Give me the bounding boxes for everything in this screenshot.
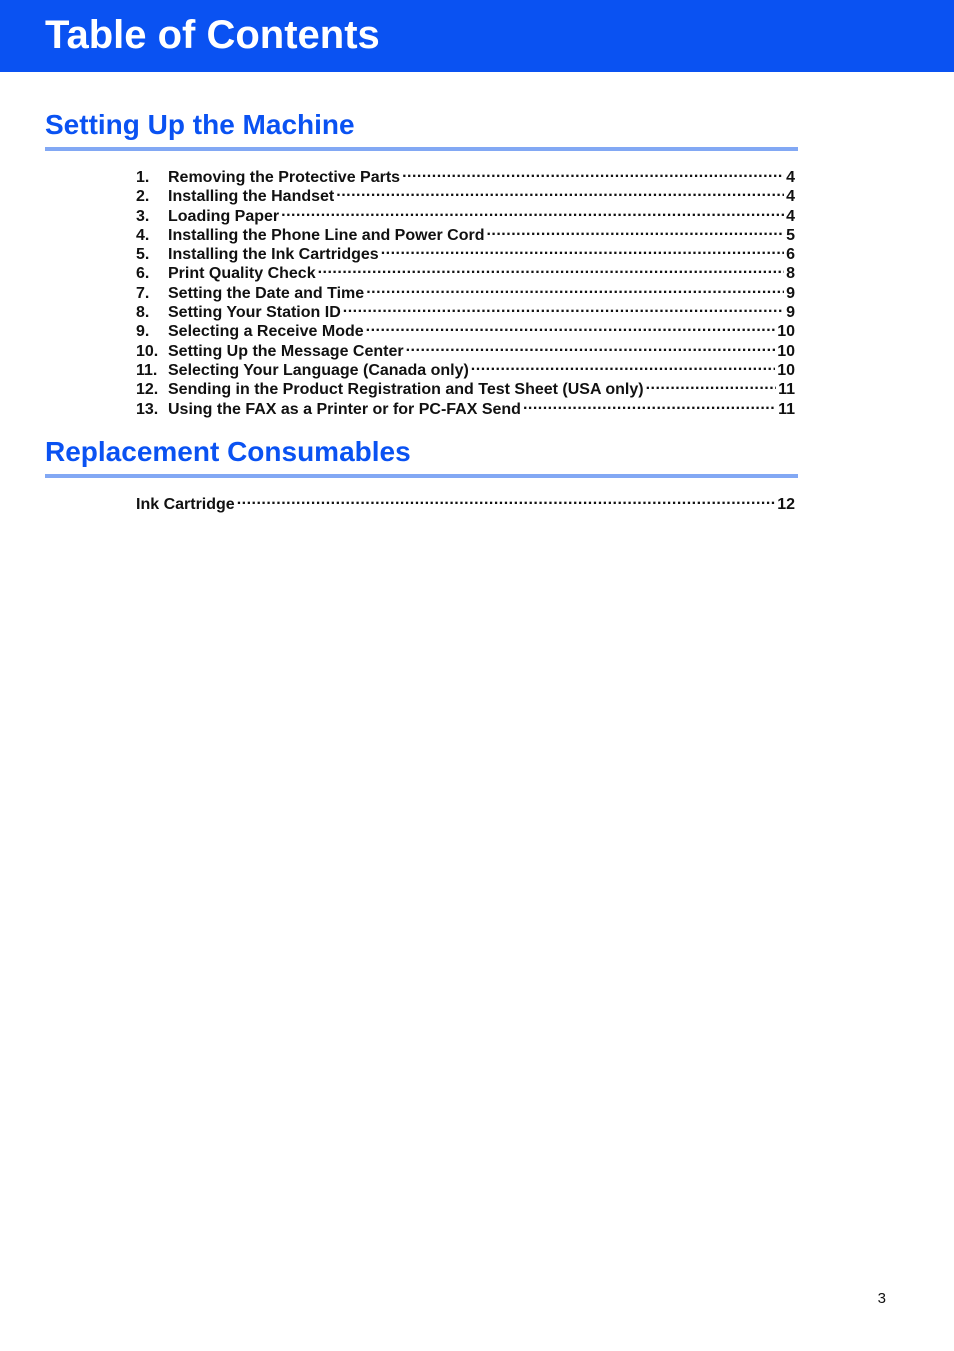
toc-entry-title: Print Quality Check — [168, 265, 316, 283]
toc-entry-number: 2. — [136, 188, 150, 206]
page-title: Table of Contents — [45, 13, 380, 57]
dot-leader — [318, 259, 785, 278]
dot-leader — [406, 337, 776, 356]
toc-entry-title: Selecting Your Language (Canada only) — [168, 361, 469, 379]
toc-list — [136, 490, 795, 513]
toc-entry-number: 1. — [136, 169, 150, 186]
dot-leader — [486, 221, 784, 240]
toc-entry-page: 9 — [786, 304, 795, 322]
toc-entry-number: 8. — [136, 304, 150, 322]
toc-entry-page: 4 — [786, 188, 795, 206]
dot-leader — [281, 202, 784, 221]
title-banner — [0, 0, 954, 72]
section-divider — [45, 474, 798, 478]
toc-entry-title: Removing the Protective Parts — [168, 169, 401, 186]
toc-entry-title: Setting the Date and Time — [168, 284, 365, 302]
toc-entry-page: 12 — [777, 496, 795, 513]
toc-entry-number: 11. — [136, 361, 158, 379]
section-setting-up-machine — [45, 108, 798, 418]
toc-entry[interactable] — [136, 490, 795, 513]
toc-entry-title: Selecting a Receive Mode — [168, 323, 364, 341]
toc-entry-page: 10 — [777, 323, 795, 341]
dot-leader — [646, 375, 776, 394]
dot-leader — [366, 279, 784, 298]
toc-entry-page: 11 — [778, 381, 795, 399]
toc-entry-number: 13. — [136, 400, 159, 418]
section-replacement-consumables — [45, 435, 798, 513]
dot-leader — [336, 182, 784, 201]
toc-entry-title: Setting Your Station ID — [168, 304, 341, 322]
toc-entry-title: Ink Cartridge — [136, 496, 235, 513]
dot-leader — [471, 356, 775, 375]
toc-entry-title: Installing the Phone Line and Power Cord — [168, 226, 485, 244]
toc-entry-page: 10 — [777, 361, 795, 379]
toc-entry-number: 3. — [136, 207, 150, 225]
toc-entry-title: Sending in the Product Registration and Test Sheet (USA only) — [168, 381, 644, 399]
toc-entry-number: 12. — [136, 381, 159, 399]
toc-entry-page: 10 — [777, 342, 795, 360]
page-number: 3 — [877, 1290, 886, 1307]
dot-leader — [381, 240, 784, 259]
dot-leader — [402, 163, 784, 182]
toc-entry[interactable] — [136, 163, 795, 186]
dot-leader — [523, 395, 776, 414]
toc-entry-title: Loading Paper — [168, 207, 280, 225]
section-divider — [45, 147, 798, 151]
dot-leader — [366, 317, 776, 336]
toc-entry-number: 10. — [136, 342, 159, 360]
section-heading: Replacement Consumables — [45, 436, 411, 467]
toc-entry-page: 4 — [786, 169, 795, 186]
toc-entry-page: 4 — [786, 207, 795, 225]
toc-entry-page: 8 — [786, 265, 795, 283]
toc-entry-title: Using the FAX as a Printer or for PC-FAX Send — [168, 400, 521, 418]
dot-leader — [237, 490, 776, 509]
toc-entry-page: 9 — [786, 284, 795, 302]
toc-entry-number: 4. — [136, 226, 150, 244]
toc-entry-title: Installing the Ink Cartridges — [168, 246, 379, 264]
toc-entry-title: Setting Up the Message Center — [168, 342, 404, 360]
toc-entry-page: 5 — [786, 226, 795, 244]
toc-list — [136, 163, 795, 418]
section-heading: Setting Up the Machine — [45, 109, 355, 140]
dot-leader — [343, 298, 784, 317]
toc-entry-page: 11 — [778, 400, 795, 418]
toc-entry-number: 5. — [136, 246, 150, 264]
toc-entry-title: Installing the Handset — [168, 188, 335, 206]
toc-entry-number: 7. — [136, 284, 150, 302]
toc-entry-number: 6. — [136, 265, 150, 283]
toc-entry-page: 6 — [786, 246, 795, 264]
toc-entry-number: 9. — [136, 323, 150, 341]
